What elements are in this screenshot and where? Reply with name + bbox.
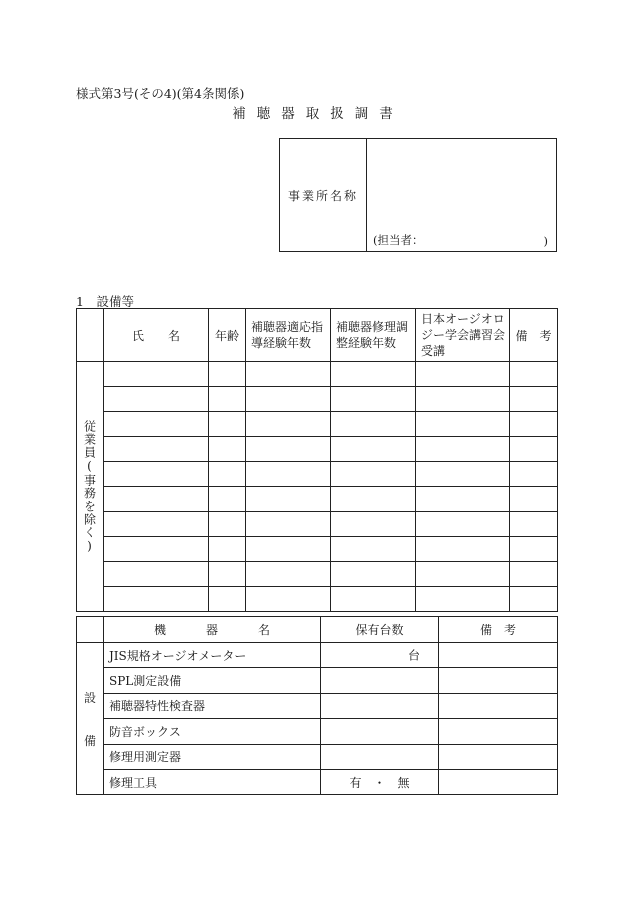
table-row bbox=[77, 362, 558, 387]
equipment-remarks-field[interactable] bbox=[439, 769, 558, 794]
cell-age[interactable] bbox=[209, 412, 246, 437]
col-audiology-course-header: 日本オージオロジー学会講習会受講 bbox=[416, 309, 510, 362]
cell-age[interactable] bbox=[209, 587, 246, 612]
table-row bbox=[77, 387, 558, 412]
table-row bbox=[77, 693, 558, 718]
cell-age[interactable] bbox=[209, 437, 246, 462]
table-row bbox=[77, 668, 558, 693]
cell-name[interactable] bbox=[104, 562, 209, 587]
cell-repair[interactable] bbox=[331, 362, 416, 387]
cell-age[interactable] bbox=[209, 562, 246, 587]
equipment-header-row bbox=[77, 617, 558, 643]
table-row bbox=[77, 744, 558, 769]
cell-course[interactable] bbox=[416, 462, 510, 487]
cell-name[interactable] bbox=[104, 512, 209, 537]
col-age-header: 年齢 bbox=[209, 309, 246, 362]
form-number: 様式第3号(その4)(第4条関係) bbox=[76, 86, 245, 101]
equipment-quantity-field[interactable] bbox=[321, 693, 439, 718]
contact-person-close: ) bbox=[543, 234, 548, 248]
cell-name[interactable] bbox=[104, 537, 209, 562]
equipment-header-corner bbox=[77, 617, 104, 643]
cell-remarks[interactable] bbox=[510, 512, 558, 537]
equipment-remarks-field[interactable] bbox=[439, 719, 558, 744]
cell-course[interactable] bbox=[416, 562, 510, 587]
cell-name[interactable] bbox=[104, 412, 209, 437]
cell-repair[interactable] bbox=[331, 562, 416, 587]
cell-remarks[interactable] bbox=[510, 462, 558, 487]
cell-course[interactable] bbox=[416, 587, 510, 612]
cell-name[interactable] bbox=[104, 387, 209, 412]
cell-age[interactable] bbox=[209, 462, 246, 487]
table-row bbox=[77, 643, 558, 668]
cell-name[interactable] bbox=[104, 462, 209, 487]
staff-header-corner bbox=[77, 309, 104, 362]
quantity-unit: 台 bbox=[407, 648, 420, 663]
equipment-item-name: SPL測定設備 bbox=[104, 668, 321, 693]
document-title: 補聴器取扱調書 bbox=[232, 106, 404, 122]
equipment-quantity-field[interactable] bbox=[321, 719, 439, 744]
cell-course[interactable] bbox=[416, 437, 510, 462]
cell-fitting[interactable] bbox=[246, 562, 331, 587]
col-repair-experience-header: 補聴器修理調整経験年数 bbox=[331, 309, 416, 362]
col-name-header: 氏 名 bbox=[104, 309, 209, 362]
table-row bbox=[77, 462, 558, 487]
cell-remarks[interactable] bbox=[510, 537, 558, 562]
cell-repair[interactable] bbox=[331, 462, 416, 487]
equipment-group-label-top: 設 bbox=[83, 690, 96, 705]
cell-course[interactable] bbox=[416, 412, 510, 437]
cell-remarks[interactable] bbox=[510, 562, 558, 587]
cell-fitting[interactable] bbox=[246, 387, 331, 412]
cell-course[interactable] bbox=[416, 537, 510, 562]
cell-repair[interactable] bbox=[331, 387, 416, 412]
cell-age[interactable] bbox=[209, 487, 246, 512]
equipment-item-name: 修理用測定器 bbox=[104, 744, 321, 769]
presence-absence-field[interactable]: 有 ・ 無 bbox=[321, 769, 439, 794]
cell-remarks[interactable] bbox=[510, 362, 558, 387]
table-row bbox=[77, 769, 558, 794]
equipment-group-label-bottom: 備 bbox=[83, 733, 96, 748]
cell-remarks[interactable] bbox=[510, 487, 558, 512]
cell-age[interactable] bbox=[209, 537, 246, 562]
col-equipment-remarks-header: 備 考 bbox=[439, 617, 558, 643]
table-row bbox=[77, 512, 558, 537]
cell-course[interactable] bbox=[416, 387, 510, 412]
col-equipment-name-header: 機 器 名 bbox=[104, 617, 321, 643]
cell-name[interactable] bbox=[104, 362, 209, 387]
table-row bbox=[77, 719, 558, 744]
table-row bbox=[77, 437, 558, 462]
cell-fitting[interactable] bbox=[246, 412, 331, 437]
cell-course[interactable] bbox=[416, 512, 510, 537]
contact-person-label: (担当者： bbox=[373, 233, 424, 247]
cell-repair[interactable] bbox=[331, 587, 416, 612]
cell-fitting[interactable] bbox=[246, 537, 331, 562]
table-row bbox=[77, 587, 558, 612]
col-quantity-header: 保有台数 bbox=[321, 617, 439, 643]
equipment-remarks-field[interactable] bbox=[439, 643, 558, 668]
staff-header-row bbox=[77, 309, 558, 362]
cell-name[interactable] bbox=[104, 487, 209, 512]
cell-fitting[interactable] bbox=[246, 362, 331, 387]
table-row bbox=[77, 487, 558, 512]
equipment-item-name: 補聴器特性検査器 bbox=[104, 693, 321, 718]
equipment-remarks-field[interactable] bbox=[439, 744, 558, 769]
cell-fitting[interactable] bbox=[246, 462, 331, 487]
staff-group-label: 従業員(事務を除く) bbox=[82, 419, 97, 554]
cell-repair[interactable] bbox=[331, 487, 416, 512]
equipment-group-label-cell bbox=[77, 643, 104, 795]
cell-remarks[interactable] bbox=[510, 587, 558, 612]
cell-repair[interactable] bbox=[331, 437, 416, 462]
col-fitting-experience-header: 補聴器適応指導経験年数 bbox=[246, 309, 331, 362]
equipment-quantity-field[interactable] bbox=[321, 744, 439, 769]
cell-remarks[interactable] bbox=[510, 412, 558, 437]
cell-fitting[interactable] bbox=[246, 512, 331, 537]
table-row bbox=[77, 562, 558, 587]
cell-fitting[interactable] bbox=[246, 437, 331, 462]
cell-repair[interactable] bbox=[331, 412, 416, 437]
equipment-item-name: JIS規格オージオメーター bbox=[104, 643, 321, 668]
cell-age[interactable] bbox=[209, 362, 246, 387]
table-row bbox=[77, 537, 558, 562]
equipment-table bbox=[76, 616, 558, 795]
cell-fitting[interactable] bbox=[246, 487, 331, 512]
equipment-remarks-field[interactable] bbox=[439, 668, 558, 693]
equipment-quantity-field[interactable] bbox=[321, 668, 439, 693]
cell-course[interactable] bbox=[416, 362, 510, 387]
cell-name[interactable] bbox=[104, 437, 209, 462]
cell-course[interactable] bbox=[416, 487, 510, 512]
cell-repair[interactable] bbox=[331, 512, 416, 537]
equipment-item-name: 防音ボックス bbox=[104, 719, 321, 744]
cell-repair[interactable] bbox=[331, 537, 416, 562]
col-remarks-header: 備 考 bbox=[510, 309, 558, 362]
section-heading: 1 設備等 bbox=[76, 294, 134, 309]
cell-remarks[interactable] bbox=[510, 437, 558, 462]
office-name-label: 事業所名称 bbox=[280, 139, 367, 252]
cell-fitting[interactable] bbox=[246, 587, 331, 612]
cell-age[interactable] bbox=[209, 512, 246, 537]
cell-age[interactable] bbox=[209, 387, 246, 412]
equipment-item-name: 修理工具 bbox=[104, 769, 321, 794]
cell-remarks[interactable] bbox=[510, 387, 558, 412]
office-name-box bbox=[279, 138, 557, 252]
office-name-field[interactable] bbox=[367, 139, 557, 252]
equipment-quantity-field[interactable] bbox=[321, 643, 439, 668]
table-row bbox=[77, 412, 558, 437]
staff-group-label-cell bbox=[77, 362, 104, 612]
cell-name[interactable] bbox=[104, 587, 209, 612]
equipment-remarks-field[interactable] bbox=[439, 693, 558, 718]
staff-table bbox=[76, 308, 558, 612]
